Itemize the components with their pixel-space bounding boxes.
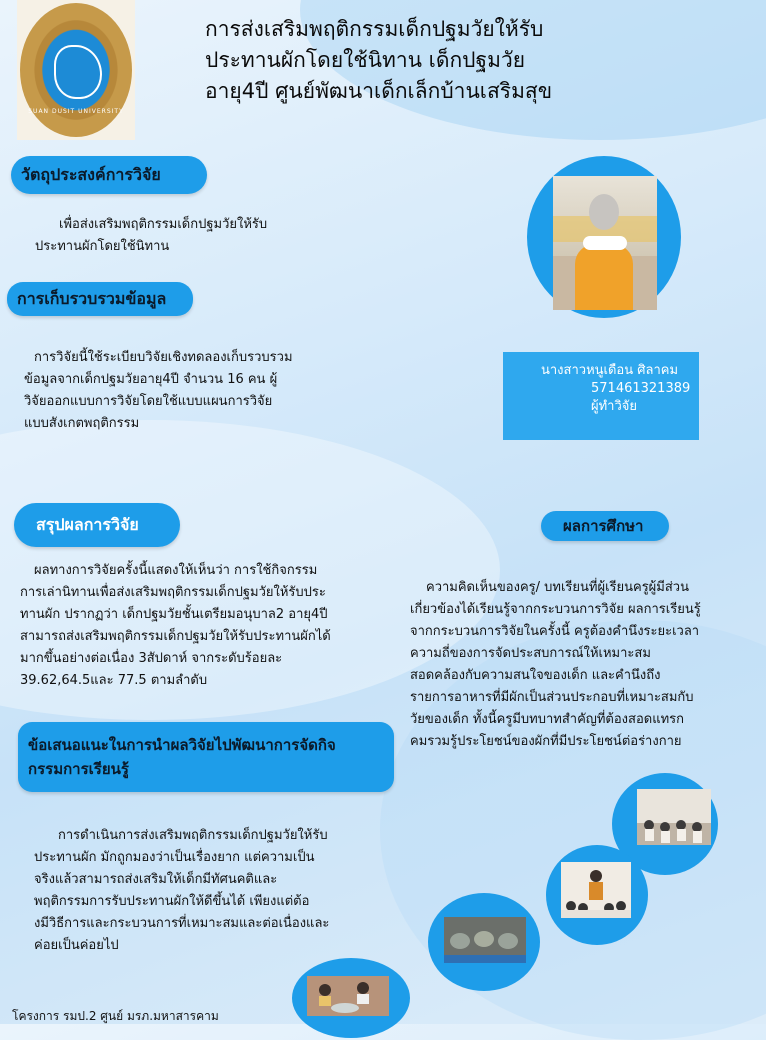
text-line: การดำเนินการส่งเสริมพฤติกรรมเด็กปฐมวัยให้รับ xyxy=(58,828,328,843)
text-line: สอดคล้องกับความสนใจของเด็ก และคำนึงถึง xyxy=(410,668,661,683)
suggestion-text xyxy=(34,825,384,957)
text-line: จากกระบวนการวิจัยในครั้งนี้ ครูต้องคำนึงระยะเวลา xyxy=(410,624,700,639)
text-line: วิจัยออกแบบการวิจัยโดยใช้แบบแผนการวิจัย xyxy=(24,394,273,409)
objective-heading xyxy=(11,156,207,194)
text-line: วัยของเด็ก ทั้งนี้ครูมีบทบาทสำคัญที่ต้องสอดแทรก xyxy=(410,712,685,727)
text-line: ผลทางการวิจัยครั้งนี้แสดงให้เห็นว่า การใช้กิจกรรม xyxy=(34,563,318,578)
summary-heading xyxy=(14,503,180,547)
suggestion-heading-line: ข้อเสนอแนะในการนำผลวิจัยไปพัฒนาการจัดกิจ xyxy=(28,736,336,754)
study-result-heading xyxy=(541,511,669,541)
text-line: พฤติกรรมการรับประทานผักให้ดีขึ้นได้ เพียงแต่ต้อ xyxy=(34,894,310,909)
text-line: เพื่อส่งเสริมพฤติกรรมเด็กปฐมวัยให้รับ xyxy=(59,217,268,232)
text-line: ความคิดเห็นของครู/ บทเรียนที่ผู้เรียนครูผู้มีส่วน xyxy=(426,580,689,595)
data-collection-text xyxy=(24,347,344,435)
text-line: มากขึ้นอย่างต่อเนื่อง 3สัปดาห์ จากระดับร้อยละ xyxy=(20,651,283,666)
text-line: แบบสังเกตพฤติกรรม xyxy=(24,416,140,431)
summary-heading-text: สรุปผลการวิจัย xyxy=(36,514,139,534)
text-line: งมีวิธีการและกระบวนการที่เหมาะสมและต่อเนื่องและ xyxy=(34,916,330,931)
text-line: จริงแล้วสามารถส่งเสริมให้เด็กมีทัศนคติและ xyxy=(34,872,278,887)
researcher-name: นางสาวหนูเดือน ศิลาคม xyxy=(541,363,679,378)
study-result-text xyxy=(410,577,760,753)
researcher-photo xyxy=(553,176,657,310)
title-line: ประทานผักโดยใช้นิทาน เด็กปฐมวัย xyxy=(205,48,526,72)
text-line: เกี่ยวข้องได้เรียนรู้จากกระบวนการวิจัย ผลการเรียนรู้ xyxy=(410,602,701,617)
university-seal-icon xyxy=(20,3,132,137)
activity-photo-eating xyxy=(307,976,389,1016)
poster-title xyxy=(205,14,725,107)
text-line: 39.62,64.5และ 77.5 ตามลำดับ xyxy=(20,673,208,688)
activity-photo-classroom xyxy=(637,789,711,845)
activity-photo-storytelling xyxy=(561,862,631,918)
footer-text: โครงการ รมป.2 ศูนย์ มรภ.มหาสารคาม xyxy=(12,1009,219,1023)
text-line: ประทานผักโดยใช้นิทาน xyxy=(35,239,170,254)
seal-text: SUAN DUSIT UNIVERSITY xyxy=(28,108,124,115)
title-line: การส่งเสริมพฤติกรรมเด็กปฐมวัยให้รับ xyxy=(205,17,544,41)
summary-text xyxy=(20,560,380,692)
person-silhouette xyxy=(575,194,633,310)
university-logo xyxy=(17,0,135,140)
text-line: ประทานผัก มักถูกมองว่าเป็นเรื่องยาก แต่ความเป็น xyxy=(34,850,315,865)
text-line: คมรวมรู้ประโยชน์ของผักที่มีประโยชน์ต่อร่างกาย xyxy=(410,734,682,749)
researcher-info-box xyxy=(503,352,699,440)
researcher-role: ผู้ทำวิจัย xyxy=(591,399,638,414)
text-line: การวิจัยนี้ใช้ระเบียบวิจัยเชิงทดลองเก็บรวบรวม xyxy=(34,350,293,365)
study-result-heading-text: ผลการศึกษา xyxy=(563,517,644,535)
text-line: ค่อยเป็นค่อยไป xyxy=(34,938,119,953)
text-line: รายการอาหารที่มีผักเป็นส่วนประกอบที่เหมาะสมกับ xyxy=(410,690,694,705)
text-line: ข้อมูลจากเด็กปฐมวัยอายุ4ปี จำนวน 16 คน ผู้ xyxy=(24,372,278,387)
suggestion-heading xyxy=(18,722,394,792)
researcher-id: 571461321389 xyxy=(591,381,691,396)
data-collection-heading xyxy=(7,282,193,316)
suggestion-heading-line: กรรมการเรียนรู้ xyxy=(28,760,129,778)
objective-heading-text: วัตถุประสงค์การวิจัย xyxy=(21,164,161,184)
text-line: การเล่านิทานเพื่อส่งเสริมพฤติกรรมเด็กปฐมวัยให้รับประ xyxy=(20,585,326,600)
text-line: สามารถส่งเสริมพฤติกรรมเด็กปฐมวัยให้รับประทานผักได้ xyxy=(20,629,331,644)
activity-photo-meal xyxy=(444,917,526,963)
text-line: ความถี่ของการจัดประสบการณ์ให้เหมาะสม xyxy=(410,646,651,661)
seal-emblem xyxy=(54,45,102,99)
objective-text xyxy=(35,214,335,258)
data-collection-heading-text: การเก็บรวบรวมข้อมูล xyxy=(17,288,167,308)
title-line: อายุ4ปี ศูนย์พัฒนาเด็กเล็กบ้านเสริมสุข xyxy=(205,79,553,103)
text-line: ทานผัก ปรากฏว่า เด็กปฐมวัยชั้นเตรียมอนุบาล2 อายุ4ปี xyxy=(20,607,328,622)
